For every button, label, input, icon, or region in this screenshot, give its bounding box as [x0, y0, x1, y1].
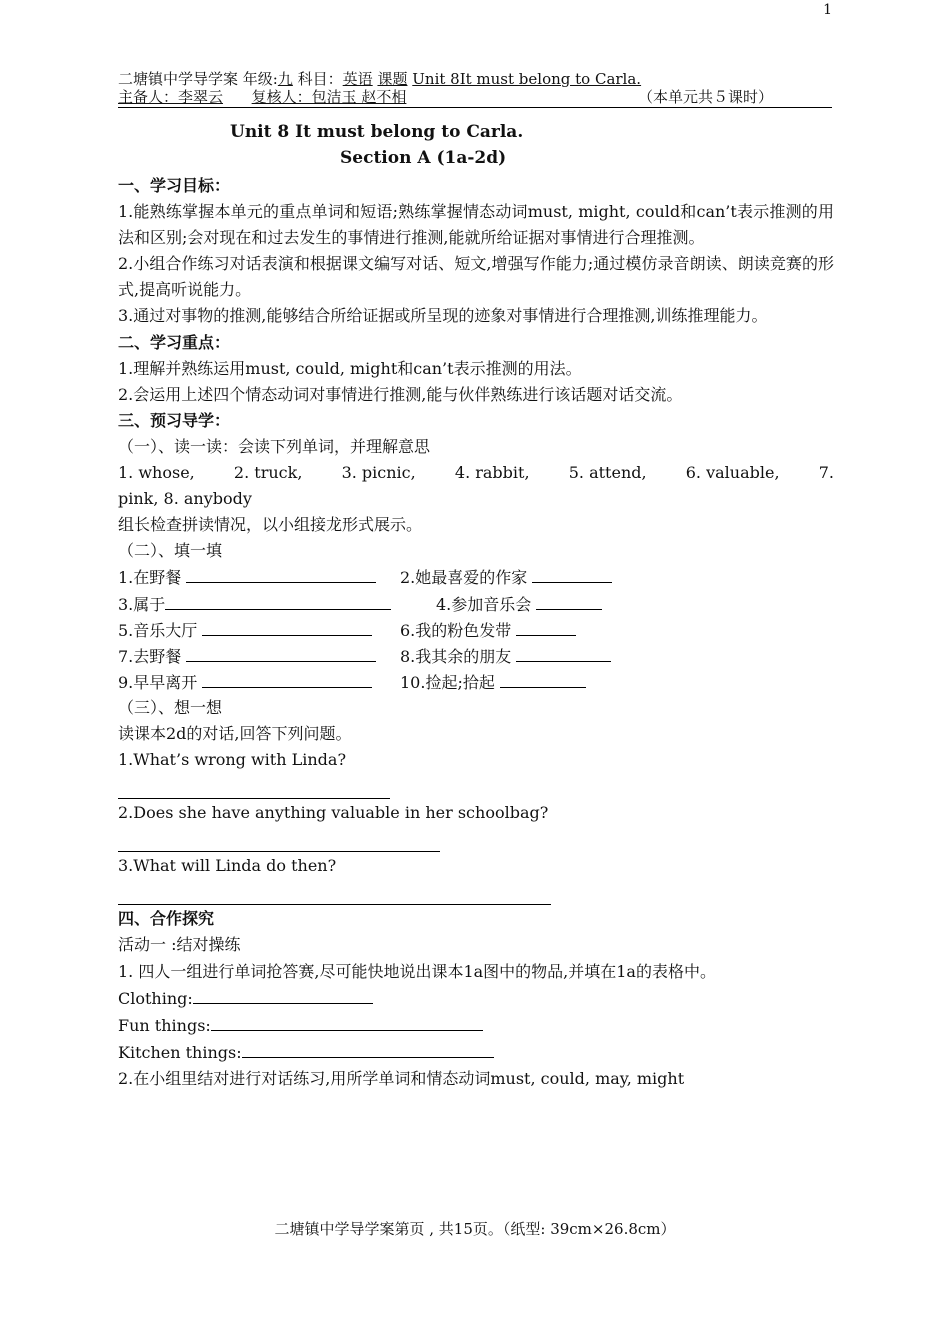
fill-item: 4.参加音乐会 [436, 594, 537, 614]
unit-title: Unit 8 It must belong to Carla. [230, 122, 524, 142]
fill-row [118, 643, 834, 669]
answer-blank[interactable] [186, 643, 376, 662]
answer-blank[interactable] [165, 591, 391, 610]
page-number: 1 [823, 2, 832, 18]
fill-item: 1.在野餐 [118, 568, 187, 588]
answer-blank[interactable] [186, 564, 376, 583]
school-name: 二塘镇中学导学案 [118, 70, 239, 88]
topic-value: Unit 8It must belong to Carla. [412, 70, 642, 88]
answer-blank[interactable] [202, 617, 372, 636]
questions-intro: 读课本2d的对话,回答下列问题。 [118, 723, 352, 743]
section-heading: 一、学习目标： [118, 176, 231, 195]
subsection-heading: （二）、填一填 [118, 541, 223, 561]
fill-item: 9.早早离开 [118, 672, 203, 692]
clothing-row [118, 985, 834, 1012]
vocab-line-1 [118, 460, 834, 486]
fill-row [118, 669, 834, 695]
vocab-note: 组长检查拼读情况，以小组接龙形式展示。 [118, 515, 423, 535]
objective-3: 3.通过对事物的推测,能够结合所给证据或所呈现的迹象对事情进行合理推测,训练推理能力。 [118, 306, 768, 326]
fill-item: 7.去野餐 [118, 646, 187, 666]
subsection-heading: （三）、想一想 [118, 697, 223, 717]
fill-item: 3.属于 [118, 594, 166, 614]
answer-blank[interactable] [536, 591, 602, 610]
vocab-word: 1. whose, [118, 463, 195, 483]
grade-label: 年级: [242, 70, 278, 88]
document-body [118, 173, 834, 1092]
header-line-2 [118, 88, 832, 108]
kitchen-things-blank[interactable] [242, 1039, 494, 1058]
answer-blank[interactable] [532, 564, 612, 583]
grade-value: 九 [277, 70, 293, 88]
answer-line[interactable] [118, 826, 440, 852]
fill-row [118, 617, 834, 643]
topic-label: 课题 [377, 70, 408, 88]
vocab-word: 2. truck, [233, 463, 303, 483]
vocab-line-2: pink, 8. anybody [118, 489, 252, 509]
vocab-word: 7. [818, 463, 834, 483]
fill-item: 5.音乐大厅 [118, 620, 203, 640]
header-line-1 [118, 70, 832, 88]
fill-item: 2.她最喜爱的作家 [400, 568, 533, 588]
answer-line[interactable] [118, 773, 390, 799]
section-heading: 二、学习重点： [118, 332, 231, 352]
clothing-label: Clothing: [118, 988, 193, 1008]
lesson-count: （本单元共５课时） [638, 88, 774, 106]
vocab-word: 6. valuable, [685, 463, 780, 483]
keypoint-2: 2.会运用上述四个情态动词对事情进行推测,能与伙伴熟练进行该话题对话交流。 [118, 384, 683, 404]
answer-blank[interactable] [516, 617, 576, 636]
subject-label: 科目： [297, 70, 343, 88]
activity-title: 活动一 :结对操练 [118, 935, 241, 955]
kitchen-things-label: Kitchen things: [118, 1042, 242, 1062]
activity-item-1: 1. 四人一组进行单词抢答赛,尽可能快地说出课本1a图中的物品,并填在1a的表格中。 [118, 961, 716, 981]
answer-blank[interactable] [516, 643, 611, 662]
activity-item-2: 2.在小组里结对进行对话练习,用所学单词和情态动词must, could, may, might [118, 1068, 685, 1088]
answer-line[interactable] [118, 879, 551, 905]
fun-things-blank[interactable] [211, 1012, 483, 1031]
vocab-word: 3. picnic, [341, 463, 416, 483]
kitchen-things-row [118, 1039, 834, 1066]
objective-1: 1.能熟练掌握本单元的重点单词和短语;熟练掌握情态动词must, might, could和can’t表示推测的用法和区别;会对现在和过去发生的事情进行推测,能就所给证据对事情进行合理推测。 [118, 202, 834, 248]
fill-item: 6.我的粉色发带 [400, 620, 517, 640]
fun-things-row [118, 1012, 834, 1039]
question-1: 1.What’s wrong with Linda? [118, 750, 347, 770]
vocab-word: 5. attend, [568, 463, 647, 483]
fill-item: 10.捡起;拾起 [400, 672, 500, 692]
fill-row [118, 564, 834, 590]
page-footer: 二塘镇中学导学案第页 , 共15页。（纸型: 39cm×26.8cm） [274, 1220, 676, 1238]
fill-item: 8.我其余的朋友 [400, 646, 517, 666]
preparer: 主备人：李翠云 [118, 88, 224, 106]
subsection-heading: （一）、读一读：会读下列单词，并理解意思 [118, 436, 431, 456]
section-subtitle: Section A (1a-2d) [340, 148, 507, 168]
objective-2: 2.小组合作练习对话表演和根据课文编写对话、短文,增强写作能力;通过模仿录音朗读、朗读竞赛的形式,提高听说能力。 [118, 254, 834, 300]
section-heading: 三、预习导学： [118, 410, 231, 430]
keypoint-1: 1.理解并熟练运用must, could, might和can’t表示推测的用法。 [118, 358, 582, 378]
question-2: 2.Does she have anything valuable in her schoolbag? [118, 803, 549, 823]
section-heading: 四、合作探究 [118, 909, 215, 929]
reviewer: 复核人：包洁玉 赵不相 [251, 88, 407, 106]
answer-blank[interactable] [500, 669, 586, 688]
fun-things-label: Fun things: [118, 1015, 211, 1035]
question-3: 3.What will Linda do then? [118, 856, 337, 876]
vocab-word: 4. rabbit, [454, 463, 530, 483]
subject-value: 英语 [342, 70, 373, 88]
answer-blank[interactable] [202, 669, 372, 688]
fill-row [118, 591, 834, 617]
clothing-blank[interactable] [193, 985, 373, 1004]
